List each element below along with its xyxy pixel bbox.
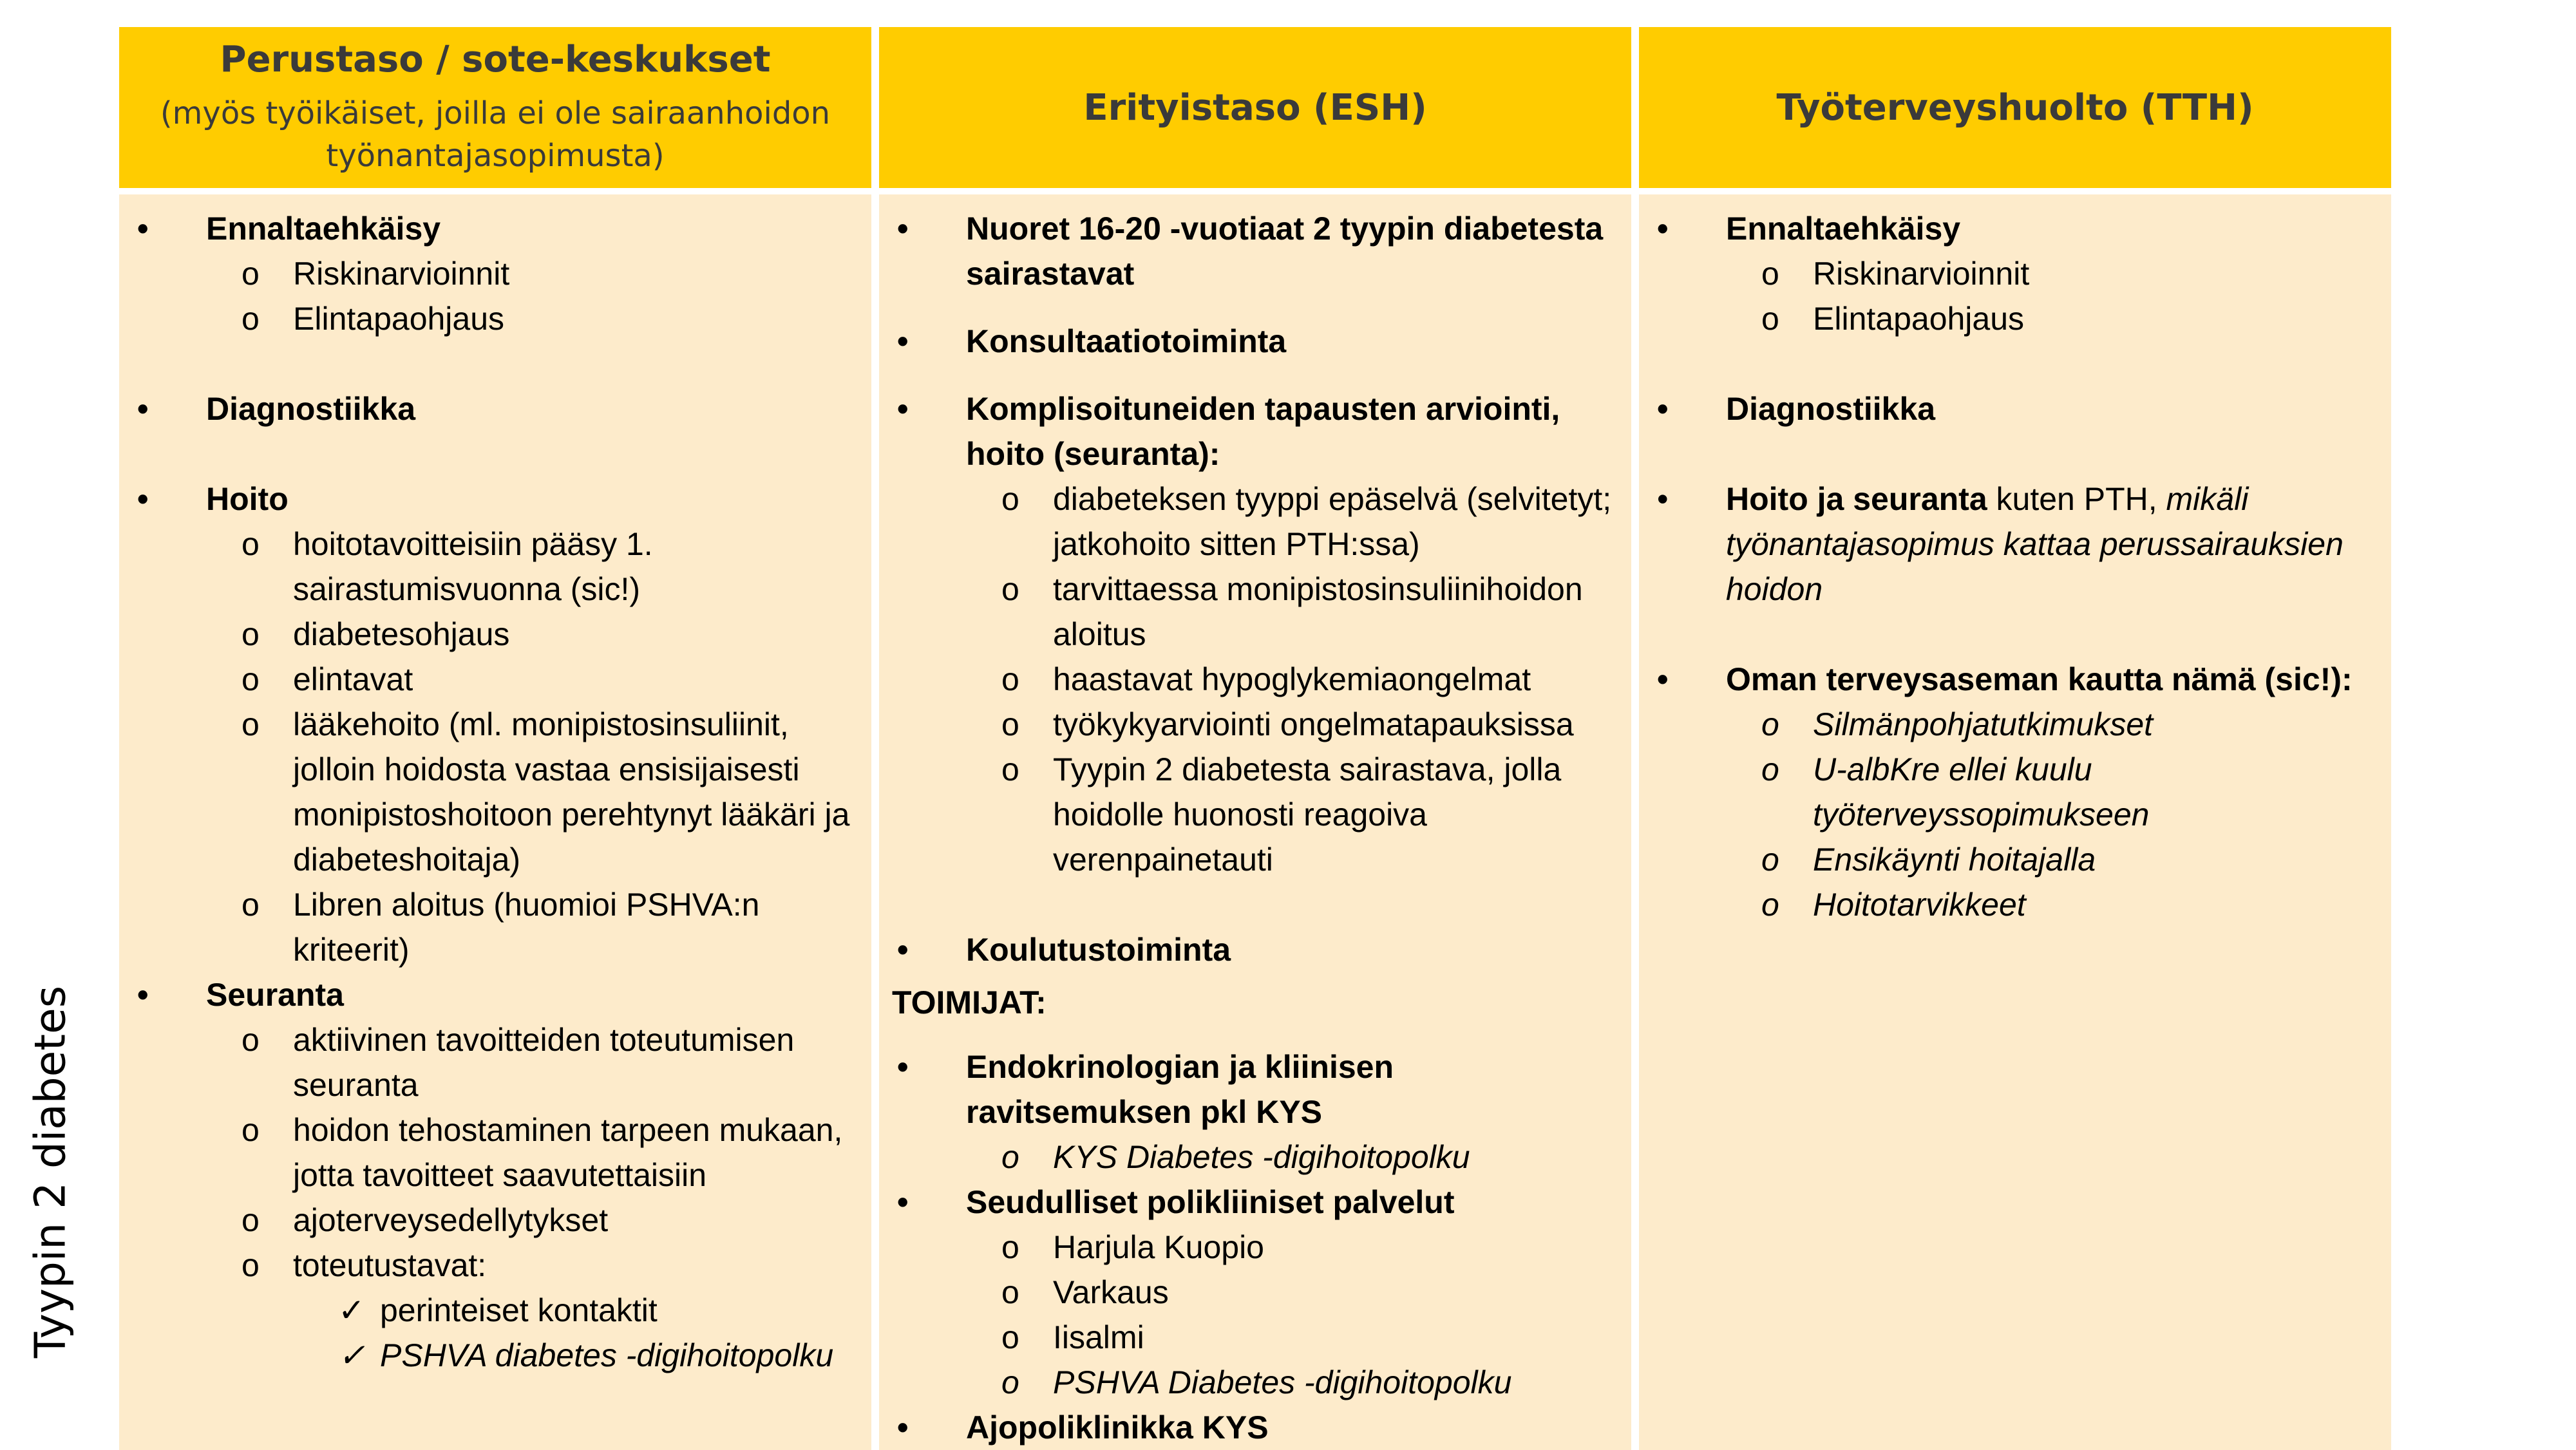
sub-list-item: o hoitotavoitteisiin pääsy 1. sairastumisvuonna (sic!) — [132, 522, 858, 612]
care-level-table — [119, 27, 2392, 1449]
sub-list-item: o Riskinarvioinnit — [132, 251, 858, 296]
toimijat-heading: TOIMIJAT: — [892, 984, 1046, 1021]
column-header — [119, 27, 871, 188]
column-header — [1639, 27, 2391, 188]
sub-list-item: o Elintapaohjaus — [1652, 296, 2378, 341]
list-item: • Hoito — [132, 476, 858, 522]
sub-list-item: o ajoterveysedellytykset — [132, 1198, 858, 1243]
column-body — [119, 194, 871, 1450]
sub-list-item: o Riskinarvioinnit — [1652, 251, 2378, 296]
list-item: • Ajopoliklinikka KYS — [892, 1405, 1618, 1450]
list-item: • Koulutustoiminta — [892, 927, 1618, 972]
column-header-title: Perustaso / sote-keskukset — [220, 38, 771, 80]
sub-list-item: o toteutustavat: — [132, 1243, 858, 1288]
list-item-italic: mikäli työnantajasopimus kattaa perussairauksien hoidon — [1726, 481, 2344, 607]
column-perustaso — [119, 27, 871, 1450]
list-item: • Nuoret 16-20 -vuotiaat 2 tyypin diabetesta sairastavat — [892, 206, 1618, 296]
check-list-item: ✓ PSHVA diabetes -digihoitopolku — [132, 1333, 858, 1378]
sub-list-item: o työkykyarviointi ongelmatapauksissa — [892, 702, 1618, 747]
list-item: • Konsultaatiotoiminta — [892, 319, 1618, 364]
column-header-subtitle: (myös työikäiset, joilla ei ole sairaanhoidon työnantajasopimusta) — [160, 95, 831, 174]
sub-list-item: o diabeteksen tyyppi epäselvä (selvitetyt; jatkohoito sitten PTH:ssa) — [892, 476, 1618, 567]
sub-list-item: o haastavat hypoglykemiaongelmat — [892, 657, 1618, 702]
column-tyoterveyshuolto — [1639, 27, 2391, 1450]
column-header-title: Erityistaso (ESH) — [1083, 86, 1427, 129]
row-label-text: Tyypin 2 diabetes — [25, 985, 75, 1359]
list-item: • Endokrinologian ja kliinisen ravitsemuksen pkl KYS — [892, 1044, 1618, 1135]
sub-list-item: o Silmänpohjatutkimukset — [1652, 702, 2378, 747]
list-item: • Diagnostiikka — [132, 386, 858, 431]
sub-list-item: o Elintapaohjaus — [132, 296, 858, 341]
list-item: • Diagnostiikka — [1652, 386, 2378, 431]
sub-list-item: o lääkehoito (ml. monipistosinsuliinit, jolloin hoidosta vastaa ensisijaisesti monipistoshoitoon perehtynyt lääkäri ja diabeteshoitaja) — [132, 702, 858, 882]
sub-list-item: o Ensikäynti hoitajalla — [1652, 837, 2378, 882]
list-item: • Seudulliset polikliiniset palvelut — [892, 1180, 1618, 1225]
sub-list-item: o Harjula Kuopio — [892, 1225, 1618, 1270]
column-body — [1639, 194, 2391, 1450]
sub-list-item: o KYS Diabetes -digihoitopolku — [892, 1135, 1618, 1180]
list-item: • Ennaltaehkäisy — [132, 206, 858, 251]
sub-list-item: o tarvittaessa monipistosinsuliinihoidon aloitus — [892, 567, 1618, 657]
list-item: • Ennaltaehkäisy — [1652, 206, 2378, 251]
sub-list-item: o Hoitotarvikkeet — [1652, 882, 2378, 927]
sub-list-item: o Libren aloitus (huomioi PSHVA:n kriteerit) — [132, 882, 858, 972]
sub-list-item: o PSHVA Diabetes -digihoitopolku — [892, 1360, 1618, 1405]
sub-list-item: o diabetesohjaus — [132, 612, 858, 657]
list-item: • Oman terveysaseman kautta nämä (sic!): — [1652, 657, 2378, 702]
column-body — [879, 194, 1631, 1450]
column-header — [879, 27, 1631, 188]
sub-list-item: o U-albKre ellei kuulu työterveyssopimukseen — [1652, 747, 2378, 837]
sub-list-item: o elintavat — [132, 657, 858, 702]
sub-list-item: o hoidon tehostaminen tarpeen mukaan, jotta tavoitteet saavutettaisiin — [132, 1107, 858, 1198]
list-item-normal: kuten PTH, — [1987, 481, 2166, 517]
list-item: • Seuranta — [132, 972, 858, 1017]
column-header-title: Työterveyshuolto (TTH) — [1776, 86, 2254, 129]
sub-list-item: o Tyypin 2 diabetesta sairastava, jolla hoidolle huonosti reagoiva verenpainetauti — [892, 747, 1618, 882]
sub-list-item: o aktiivinen tavoitteiden toteutumisen seuranta — [132, 1017, 858, 1107]
column-erityistaso — [879, 27, 1631, 1450]
list-item: • Komplisoituneiden tapausten arviointi, hoito (seuranta): — [892, 386, 1618, 476]
sub-list-item: o Varkaus — [892, 1270, 1618, 1315]
list-item — [1652, 476, 2378, 612]
list-item-bold: Hoito ja seuranta — [1726, 481, 1987, 517]
check-list-item: ✓ perinteiset kontaktit — [132, 1288, 858, 1333]
sub-list-item: o Iisalmi — [892, 1315, 1618, 1360]
